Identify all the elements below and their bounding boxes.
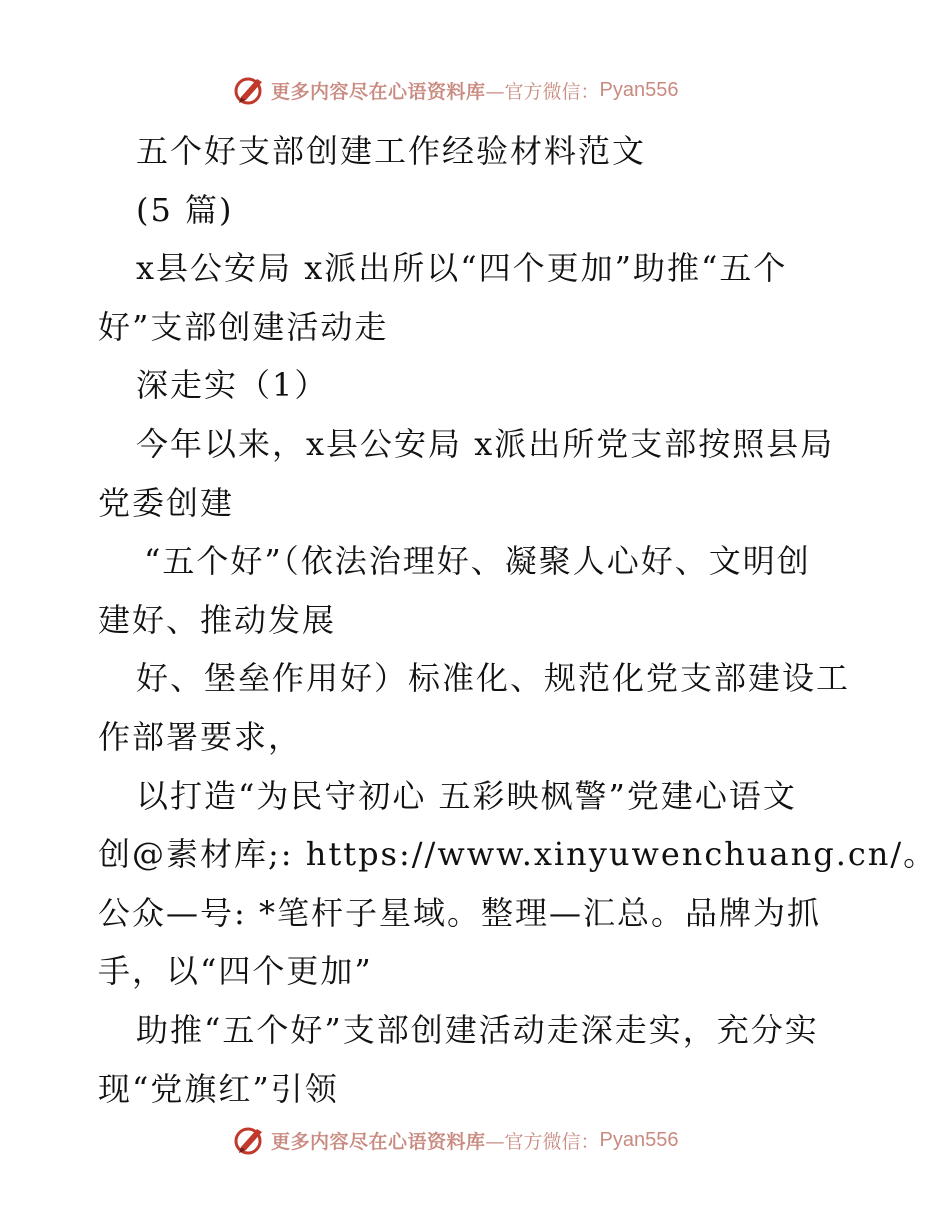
paragraph-line: 深走实（1）	[136, 366, 329, 405]
paragraph-line: 党委创建	[98, 483, 235, 522]
paragraph-line: 公众—号: *笔杆子星域。整理—汇总。品牌为抓	[98, 893, 821, 932]
paragraph-line: 助推“五个好”支部创建活动走深走实，充分实	[136, 1010, 819, 1049]
header-watermark	[233, 72, 679, 108]
paragraph-line: “五个好”（依法治理好、凝聚人心好、文明创	[144, 542, 811, 581]
watermark-wechat-id: Pyan556	[599, 78, 679, 101]
pen-logo-icon	[233, 1123, 267, 1157]
paragraph-line: 作部署要求，	[98, 717, 303, 756]
watermark-sub-text: —官方微信：	[485, 80, 600, 103]
watermark-wechat-id: Pyan556	[599, 1128, 679, 1151]
pen-logo-icon	[233, 73, 267, 107]
watermark-sub-text: —官方微信：	[485, 1130, 600, 1153]
paragraph-line: 以打造“为民守初心 五彩映枫警”党建心语文	[136, 776, 797, 815]
paragraph-line: 手，以“四个更加”	[98, 952, 373, 991]
document-body	[98, 122, 938, 1118]
watermark-main-text: 更多内容尽在心语资料库	[271, 80, 486, 103]
document-subtitle: (5 篇)	[136, 190, 234, 229]
footer-watermark	[233, 1122, 679, 1158]
paragraph-line: 创@素材库;: https://www.xinyuwenchuang.cn/。	[98, 835, 938, 874]
paragraph-line: 好、堡垒作用好）标准化、规范化党支部建设工	[136, 659, 851, 698]
paragraph-line: 好”支部创建活动走	[98, 307, 389, 346]
watermark-main-text: 更多内容尽在心语资料库	[271, 1130, 486, 1153]
paragraph-line: 今年以来，x县公安局 x派出所党支部按照县局	[136, 424, 835, 463]
paragraph-line: 现“党旗红”引领	[98, 1069, 339, 1108]
document-title: 五个好支部创建工作经验材料范文	[136, 132, 647, 170]
paragraph-line: x县公安局 x派出所以“四个更加”助推“五个	[136, 249, 788, 288]
paragraph-line: 建好、推动发展	[98, 600, 337, 639]
